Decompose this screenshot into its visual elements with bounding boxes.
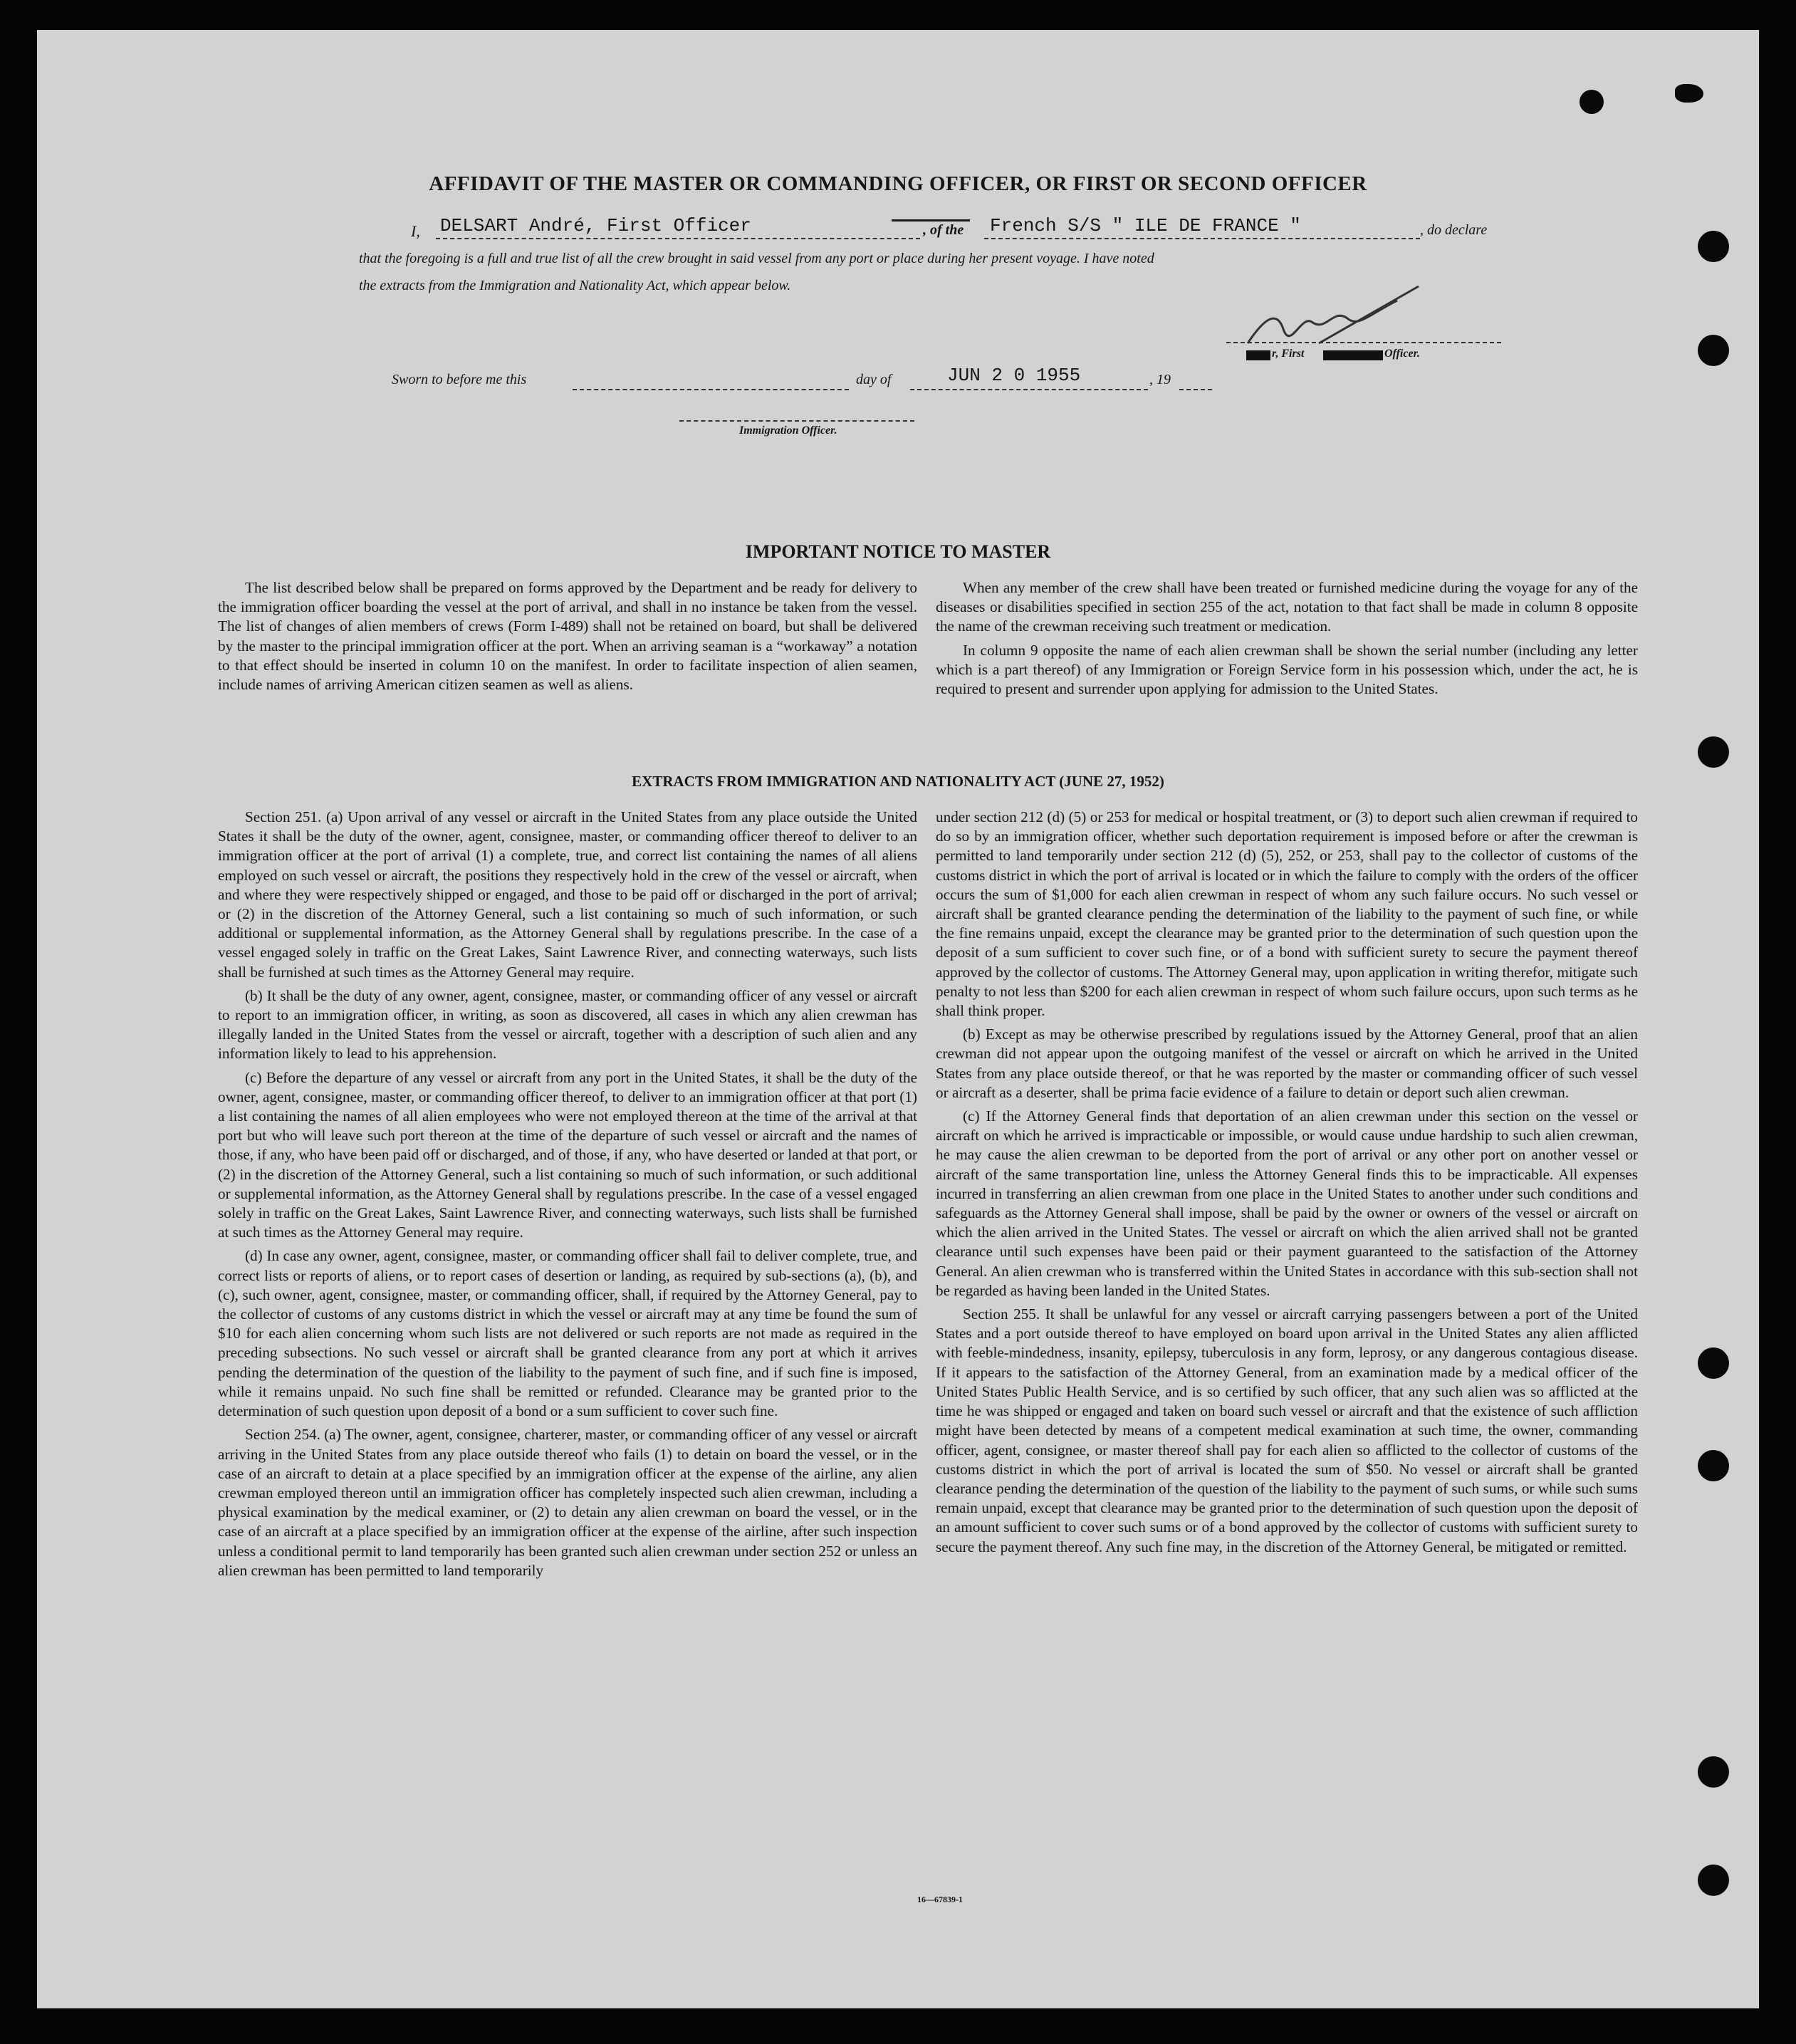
notice-paragraph: In column 9 opposite the name of each alien crewman shall be shown the serial number (including any letter which is a part thereof) of any Immigration or Foreign Service form in his possession which, under the act, he is required to present and surrender upon applying for admission to the United States. bbox=[936, 641, 1638, 698]
sworn-date-stamp: JUN 2 0 1955 bbox=[947, 365, 1081, 386]
punch-hole bbox=[1698, 231, 1729, 262]
extracts-right-column bbox=[936, 808, 1638, 1561]
sworn-year-label: , 19 bbox=[1149, 372, 1171, 387]
extract-paragraph: Section 254. (a) The owner, agent, consignee, charterer, master, or commanding officer of any vessel or aircraft arriving in the United States from any place outside thereof who fails (1) to detain on board the vessel, or in the case of an aircraft to detain at a place specified by an immigration officer at the expense of the airline, any alien crewman employed thereon until an immigration officer has completely inspected such alien crewman, including a physical examination by the medical examiner, or (2) to detain any alien crewman on board the vessel, or in the case of an aircraft at a place specified by an immigration officer at the expense of the airline, after such inspection unless a conditional permit to land temporarily has been granted such alien crewman under section 252 or unless an alien crewman has been permitted to land temporarily bbox=[218, 1426, 917, 1579]
declaration-i-label: I, bbox=[411, 222, 420, 240]
struck-text-block bbox=[1246, 350, 1270, 360]
sworn-day-line bbox=[573, 389, 849, 390]
punch-hole bbox=[1698, 1756, 1729, 1788]
punch-hole bbox=[1698, 1865, 1729, 1896]
struck-text-block bbox=[1323, 350, 1383, 360]
page-tear-mark bbox=[1675, 84, 1703, 103]
declaration-of-the-label: , of the bbox=[923, 222, 964, 238]
extract-paragraph: Section 255. It shall be unlawful for any vessel or aircraft carrying passengers between a port of the United States and a port outside thereof to have employed on board upon arrival in the United States any alien afflicted with feeble-mindedness, insanity, epilepsy, tuberculosis in any form, leprosy, or any dangerous contagious disease. If it appears to the satisfaction of the Attorney General, from an examination made by a medical officer of the United States Public Health Service, and is so certified by such officer, that any such alien was so afflicted at the time he was shipped or engaged and taken on board such vessel or aircraft and that the existence of such affliction might have been detected by means of a competent medical examination at such time, the owner, commanding officer, agent, consignee, or master thereof shall pay for each alien so afflicted to the collector of customs of the customs district in which the port of arrival is located the sum of $50. No vessel or aircraft shall be granted clearance pending the determination of the question of the liability to the payment of such sums, or while such sums remain unpaid, except that clearance may be granted prior to the determination of such question upon the deposit of an amount sufficient to cover such sums or of a bond approved by the collector of customs with sufficient surety to secure the payment thereof. Any such fine may, in the discretion of the Attorney General, be mitigated or remitted. bbox=[936, 1305, 1638, 1555]
notice-title: IMPORTANT NOTICE TO MASTER bbox=[745, 541, 1051, 562]
document-title: AFFIDAVIT OF THE MASTER OR COMMANDING OFFICER, OR FIRST OR SECOND OFFICER bbox=[429, 172, 1367, 195]
declaration-do-declare-label: , do declare bbox=[1420, 222, 1488, 238]
extracts-left-column bbox=[218, 808, 917, 1585]
officer-name-field: DELSART André, First Officer bbox=[440, 215, 751, 236]
extract-paragraph: (c) If the Attorney General finds that deportation of an alien crewman under this section on the vessel or aircraft on which he arrived is impracticable or impossible, or would cause undue hardship to such alien crewman, he may cause the alien crewman to be deported from the port of arrival or any other port on another vessel or aircraft of the same transportation line, unless the Attorney General finds this to be impracticable. All expenses incurred in transferring an alien crewman from one place in the United States to another under such conditions and safeguards as the Attorney General shall impose, shall be paid by the owner or owners of the vessel or aircraft on which the alien arrived in the United States. The vessel or aircraft on which the alien arrived shall not be granted clearance until such expenses have been paid or their payment guaranteed to the satisfaction of the Attorney General. An alien crewman who is transferred within the United States in accordance with this sub-section shall not be regarded as having been landed in the United States. bbox=[936, 1107, 1638, 1299]
officer-name-line bbox=[436, 238, 920, 239]
notice-left-column bbox=[218, 578, 917, 699]
notice-right-column bbox=[936, 578, 1638, 703]
extract-paragraph: Section 251. (a) Upon arrival of any vessel or aircraft in the United States from any place outside the United States it shall be the duty of the owner, agent, consignee, master, or commanding officer thereof to deliver to an immigration officer at the port of arrival (1) a complete, true, and correct list containing the names of all aliens employed on such vessel or aircraft, the positions they respectively hold in the crew of the vessel or aircraft, when and where they were respectively shipped or engaged, and those to be paid off or discharged in the port of arrival; or (2) in the discretion of the Attorney General, such a list containing so much of such information, or such additional or supplemental information, as the Attorney General shall by regulations prescribe. In the case of a vessel engaged solely in traffic on the Great Lakes, Saint Lawrence River, and connecting waterways, such lists shall be furnished at such times as the Attorney General may require. bbox=[218, 808, 917, 981]
notice-paragraph: The list described below shall be prepared on forms approved by the Department and be ready for delivery to the immigration officer boarding the vessel at the port of arrival, and shall in no instance be taken from the vessel. The list of changes of alien members of crews (Form I-489) shall not be retained on board, but shall be delivered by the master to the principal immigration officer at the port. When an arriving seaman is a “workaway” a notation to that effect should be inserted in column 10 on the manifest. In order to facilitate inspection of alien seamen, include names of arriving American citizen seamen as well as aliens. bbox=[218, 579, 917, 694]
title-rule bbox=[892, 219, 970, 221]
extract-paragraph: under section 212 (d) (5) or 253 for medical or hospital treatment, or (3) to deport such alien crewman if required to do so by an immigration officer, whether such deportation requirement is imposed before or after the crewman is permitted to land temporarily under section 212 (d) (5), 252, or 253, shall pay to the collector of customs of the customs district in which the port of arrival is located or in which the failure to comply with the orders of the officer occurs the sum of $1,000 for each alien crewman in respect of whom any such failure occurs. No such vessel or aircraft shall be granted clearance pending the determination of the liability to the payment of such fine, or while the fine remains unpaid, except the clearance may be granted prior to the determination of such question upon the deposit of a sum sufficient to cover such fine, or of a bond with sufficient surety to secure the payment thereof approved by the collector of customs. The Attorney General may, upon application in writing therefor, mitigate such penalty to not less than $200 for each alien crewman in respect of whom such failure occurs, upon such terms as he shall think proper. bbox=[936, 808, 1638, 1020]
extract-paragraph: (b) Except as may be otherwise prescribed by regulations issued by the Attorney General, proof that an alien crewman did not appear upon the outgoing manifest of the vessel or aircraft on which he arrived in the United States from any place outside thereof, or that he was reported by the master or commanding officer of such vessel or aircraft as a deserter, shall be prima facie evidence of a failure to detain or deport such alien crewman. bbox=[936, 1026, 1638, 1101]
extract-paragraph: (b) It shall be the duty of any owner, agent, consignee, master, or commanding officer of any vessel or aircraft to report to an immigration officer, in writing, as soon as discovered, all cases in which any alien crewman has illegally landed in the United States from the vessel or aircraft, together with a description of such alien and any information likely to lead to his apprehension. bbox=[218, 986, 917, 1063]
extracts-title: EXTRACTS FROM IMMIGRATION AND NATIONALITY ACT (JUNE 27, 1952) bbox=[632, 773, 1164, 790]
punch-hole bbox=[1698, 1450, 1729, 1481]
declaration-line-3: the extracts from the Immigration and Nationality Act, which appear below. bbox=[359, 278, 791, 293]
notice-paragraph: When any member of the crew shall have been treated or furnished medicine during the voyage for any of the diseases or disabilities specified in section 255 of the act, notation to that fact shall be made in column 8 opposite the name of the crewman receiving such treatment or medication. bbox=[936, 579, 1638, 635]
punch-hole bbox=[1580, 90, 1604, 114]
signature-caption-officer: Officer. bbox=[1384, 348, 1420, 360]
signature-line bbox=[1226, 342, 1501, 343]
sworn-label: Sworn to before me this bbox=[392, 372, 527, 387]
form-number: 16—67839-1 bbox=[917, 1894, 963, 1904]
sworn-day-of-label: day of bbox=[856, 372, 892, 387]
extract-paragraph: (c) Before the departure of any vessel or aircraft from any port in the United States, it shall be the duty of the owner, agent, consignee, master, or commanding officer thereof, to deliver to an immigration officer at that port (1) a list containing the names of all alien employees who were not employed thereon at the time of the arrival at that port but who will leave such port thereon at the time of the departure of such vessel or aircraft and the names of those, if any, who have been paid off or discharged, and of those, if any, who have deserted or landed at that port, or (2) in the discretion of the Attorney General, such a list containing so much of such information, or such additional or supplemental information, as the Attorney General shall by regulations prescribe. In the case of a vessel engaged solely in traffic on the Great Lakes, Saint Lawrence River, and connecting waterways, such lists shall be furnished at such times as the Attorney General may require. bbox=[218, 1068, 917, 1241]
vessel-name-line bbox=[984, 238, 1420, 239]
immigration-officer-label: Immigration Officer. bbox=[739, 424, 837, 437]
document-page bbox=[37, 30, 1759, 2008]
punch-hole bbox=[1698, 335, 1729, 366]
vessel-name-field: French S/S " ILE DE FRANCE " bbox=[990, 215, 1301, 236]
punch-hole bbox=[1698, 1347, 1729, 1379]
extract-paragraph: (d) In case any owner, agent, consignee, master, or commanding officer shall fail to deliver complete, true, and correct lists or reports of aliens, or to report cases of desertion or landing, as required by sub-sections (a), (b), and (c), such owner, agent, consignee, master, or commanding officer, shall, if required by the Attorney General, pay to the collector of customs of any customs district in which the vessel or aircraft may at any time be found the sum of $10 for each alien concerning whom such lists are not delivered or such reports are not made as required in the preceding subsections. No such vessel or aircraft shall be granted clearance from any port at which it arrives pending the determination of the question of the liability to the payment of such fine, and if such fine is imposed, while it remains unpaid. No such fine shall be remitted or refunded. Clearance may be granted prior to the determination of such question upon deposit of a bond or a sum sufficient to cover such fine. bbox=[218, 1247, 917, 1420]
sworn-date-line bbox=[910, 389, 1148, 390]
sworn-year-line bbox=[1179, 389, 1212, 390]
declaration-line-2: that the foregoing is a full and true list of all the crew brought in said vessel from any port or place during her present voyage. I have noted bbox=[359, 251, 1154, 266]
signature-caption: r, First bbox=[1272, 348, 1305, 360]
immigration-officer-line bbox=[679, 420, 914, 422]
